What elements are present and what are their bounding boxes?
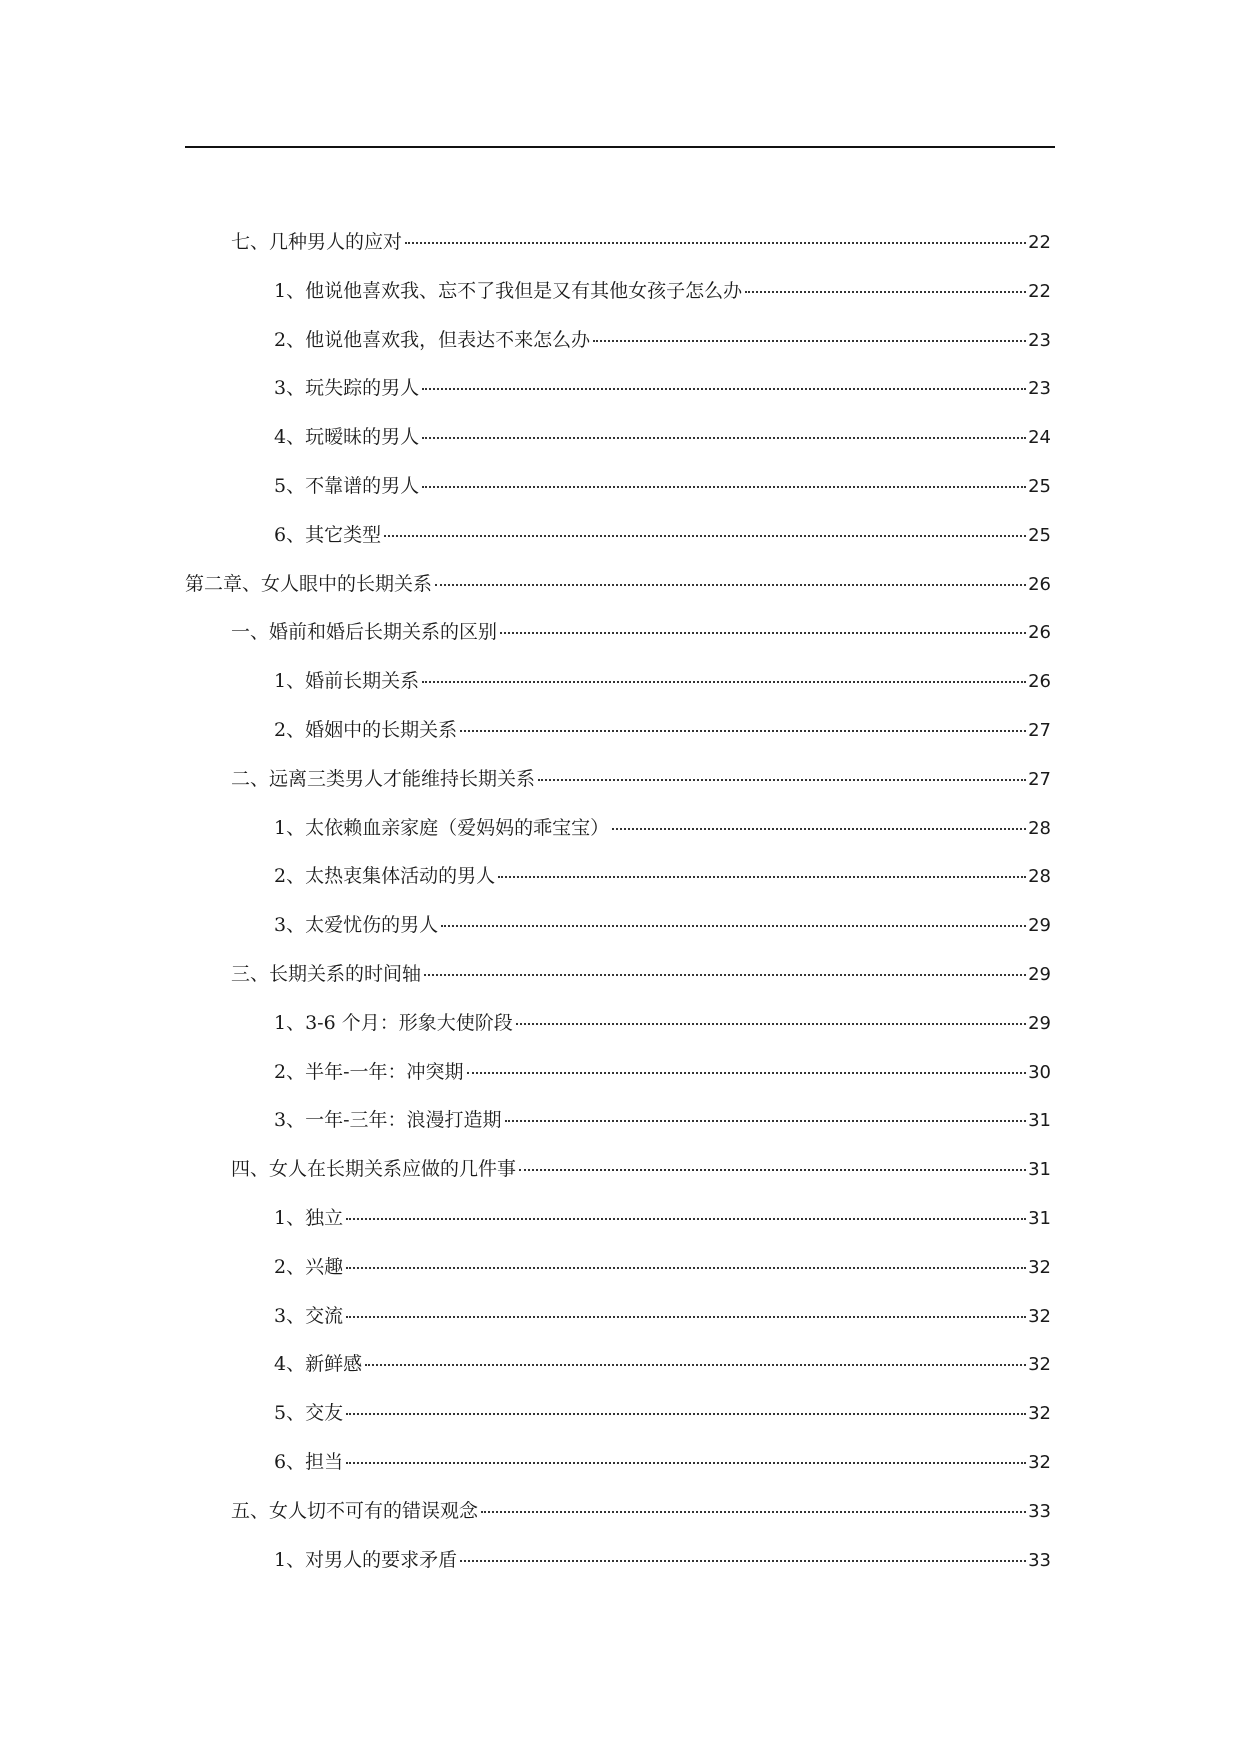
toc-page-number: 32 bbox=[1028, 1403, 1051, 1425]
toc-leader-dots bbox=[612, 828, 1026, 830]
toc-page-number: 23 bbox=[1028, 378, 1051, 400]
toc-entry[interactable] bbox=[185, 1048, 1051, 1097]
toc-entry[interactable] bbox=[185, 950, 1051, 999]
toc-leader-dots bbox=[405, 242, 1026, 244]
toc-leader-dots bbox=[422, 437, 1026, 439]
toc-leader-dots bbox=[467, 1072, 1027, 1074]
toc-page-number: 22 bbox=[1028, 280, 1051, 302]
toc-entry-title: 2、半年-一年：冲突期 bbox=[274, 1060, 464, 1083]
toc-entry[interactable] bbox=[185, 462, 1051, 511]
toc-leader-dots bbox=[441, 925, 1026, 927]
toc-entry-title: 四、女人在长期关系应做的几件事 bbox=[231, 1158, 517, 1181]
toc-entry[interactable] bbox=[185, 1389, 1051, 1438]
toc-entry-title: 第二章、女人眼中的长期关系 bbox=[185, 572, 433, 595]
toc-entry-title: 6、其它类型 bbox=[274, 523, 382, 546]
toc-entry[interactable] bbox=[185, 1438, 1051, 1487]
toc-entry[interactable] bbox=[185, 560, 1051, 609]
toc-leader-dots bbox=[435, 584, 1026, 586]
toc-leader-dots bbox=[519, 1169, 1026, 1171]
toc-entry-title: 2、兴趣 bbox=[274, 1255, 344, 1278]
toc-leader-dots bbox=[460, 1560, 1026, 1562]
toc-entry[interactable] bbox=[185, 901, 1051, 950]
toc-entry-title: 三、长期关系的时间轴 bbox=[231, 962, 422, 985]
toc-page-number: 31 bbox=[1028, 1159, 1051, 1181]
toc-entry-title: 3、玩失踪的男人 bbox=[274, 377, 420, 400]
toc-leader-dots bbox=[424, 974, 1026, 976]
toc-page-number: 29 bbox=[1028, 963, 1051, 985]
toc-page-number: 26 bbox=[1028, 573, 1051, 595]
toc-entry-title: 1、婚前长期关系 bbox=[274, 670, 420, 693]
toc-entry[interactable] bbox=[185, 1340, 1051, 1389]
toc-leader-dots bbox=[346, 1316, 1026, 1318]
toc-page-number: 26 bbox=[1028, 622, 1051, 644]
toc-entry-title: 6、担当 bbox=[274, 1450, 344, 1473]
table-of-contents bbox=[185, 218, 1051, 1584]
toc-page-number: 22 bbox=[1028, 232, 1051, 253]
toc-entry[interactable] bbox=[185, 413, 1051, 462]
toc-entry-title: 3、交流 bbox=[274, 1304, 344, 1327]
toc-entry[interactable] bbox=[185, 755, 1051, 804]
toc-page-number: 25 bbox=[1028, 524, 1051, 546]
toc-entry-title: 二、远离三类男人才能维持长期关系 bbox=[231, 767, 536, 790]
toc-page-number: 29 bbox=[1028, 915, 1051, 937]
toc-leader-dots bbox=[422, 388, 1026, 390]
toc-entry[interactable] bbox=[185, 364, 1051, 413]
toc-page-number: 28 bbox=[1028, 817, 1051, 839]
toc-leader-dots bbox=[481, 1511, 1026, 1513]
toc-entry-title: 4、玩暧昧的男人 bbox=[274, 426, 420, 449]
toc-entry-title: 1、对男人的要求矛盾 bbox=[274, 1548, 458, 1571]
toc-entry[interactable] bbox=[185, 1194, 1051, 1243]
toc-leader-dots bbox=[346, 1462, 1026, 1464]
toc-entry-title: 2、他说他喜欢我，但表达不来怎么办 bbox=[274, 328, 591, 351]
toc-entry[interactable] bbox=[185, 657, 1051, 706]
toc-leader-dots bbox=[516, 1023, 1026, 1025]
toc-leader-dots bbox=[538, 779, 1026, 781]
toc-page-number: 32 bbox=[1028, 1305, 1051, 1327]
toc-entry-title: 3、太爱忧伤的男人 bbox=[274, 914, 439, 937]
toc-page-number: 29 bbox=[1028, 1012, 1051, 1034]
toc-entry-title: 2、婚姻中的长期关系 bbox=[274, 718, 458, 741]
toc-entry-title: 1、独立 bbox=[274, 1206, 344, 1229]
toc-leader-dots bbox=[498, 876, 1026, 878]
toc-entry[interactable] bbox=[185, 267, 1051, 316]
toc-leader-dots bbox=[422, 486, 1026, 488]
toc-page-number: 32 bbox=[1028, 1354, 1051, 1376]
toc-leader-dots bbox=[422, 681, 1026, 683]
toc-leader-dots bbox=[505, 1120, 1027, 1122]
toc-page-number: 25 bbox=[1028, 475, 1051, 497]
toc-entry[interactable] bbox=[185, 804, 1051, 853]
toc-page-number: 31 bbox=[1028, 1207, 1051, 1229]
toc-leader-dots bbox=[365, 1364, 1026, 1366]
toc-entry[interactable] bbox=[185, 608, 1051, 657]
toc-entry-title: 一、婚前和婚后长期关系的区别 bbox=[231, 621, 498, 644]
toc-entry-title: 2、太热衷集体活动的男人 bbox=[274, 865, 496, 888]
toc-entry-title: 1、太依赖血亲家庭（爱妈妈的乖宝宝） bbox=[274, 816, 610, 839]
toc-entry[interactable] bbox=[185, 852, 1051, 901]
toc-entry-title: 1、3-6 个月：形象大使阶段 bbox=[274, 1011, 513, 1034]
toc-page-number: 28 bbox=[1028, 866, 1051, 888]
toc-page-number: 30 bbox=[1028, 1061, 1051, 1083]
toc-page-number: 33 bbox=[1028, 1500, 1051, 1522]
toc-entry[interactable] bbox=[185, 1145, 1051, 1194]
toc-entry-title: 5、不靠谱的男人 bbox=[274, 474, 420, 497]
toc-entry-title: 3、一年-三年：浪漫打造期 bbox=[274, 1109, 502, 1132]
toc-entry[interactable] bbox=[185, 1536, 1051, 1585]
header-rule bbox=[185, 146, 1055, 148]
toc-leader-dots bbox=[460, 730, 1026, 732]
toc-page-number: 27 bbox=[1028, 768, 1051, 790]
toc-page-number: 24 bbox=[1028, 427, 1051, 449]
toc-entry[interactable] bbox=[185, 706, 1051, 755]
toc-entry-title: 七、几种男人的应对 bbox=[231, 231, 403, 253]
toc-leader-dots bbox=[745, 291, 1026, 293]
toc-page-number: 31 bbox=[1028, 1110, 1051, 1132]
toc-leader-dots bbox=[500, 632, 1026, 634]
toc-entry[interactable] bbox=[185, 1096, 1051, 1145]
toc-page-number: 23 bbox=[1028, 329, 1051, 351]
toc-page-number: 32 bbox=[1028, 1451, 1051, 1473]
toc-leader-dots bbox=[346, 1267, 1026, 1269]
toc-page-number: 33 bbox=[1028, 1549, 1051, 1571]
toc-page-number: 26 bbox=[1028, 671, 1051, 693]
toc-entry-title: 5、交友 bbox=[274, 1402, 344, 1425]
toc-entry[interactable] bbox=[185, 1243, 1051, 1292]
toc-entry-title: 五、女人切不可有的错误观念 bbox=[231, 1499, 479, 1522]
toc-entry[interactable] bbox=[185, 1292, 1051, 1341]
toc-leader-dots bbox=[346, 1413, 1026, 1415]
toc-leader-dots bbox=[593, 340, 1026, 342]
toc-entry[interactable] bbox=[185, 999, 1051, 1048]
toc-entry[interactable] bbox=[185, 218, 1051, 267]
toc-leader-dots bbox=[346, 1218, 1026, 1220]
toc-entry[interactable] bbox=[185, 316, 1051, 365]
toc-page-number: 32 bbox=[1028, 1256, 1051, 1278]
toc-entry-title: 1、他说他喜欢我、忘不了我但是又有其他女孩子怎么办 bbox=[274, 279, 743, 302]
toc-entry[interactable] bbox=[185, 511, 1051, 560]
toc-entry[interactable] bbox=[185, 1487, 1051, 1536]
toc-entry-title: 4、新鲜感 bbox=[274, 1353, 363, 1376]
toc-page-number: 27 bbox=[1028, 719, 1051, 741]
toc-leader-dots bbox=[384, 535, 1026, 537]
